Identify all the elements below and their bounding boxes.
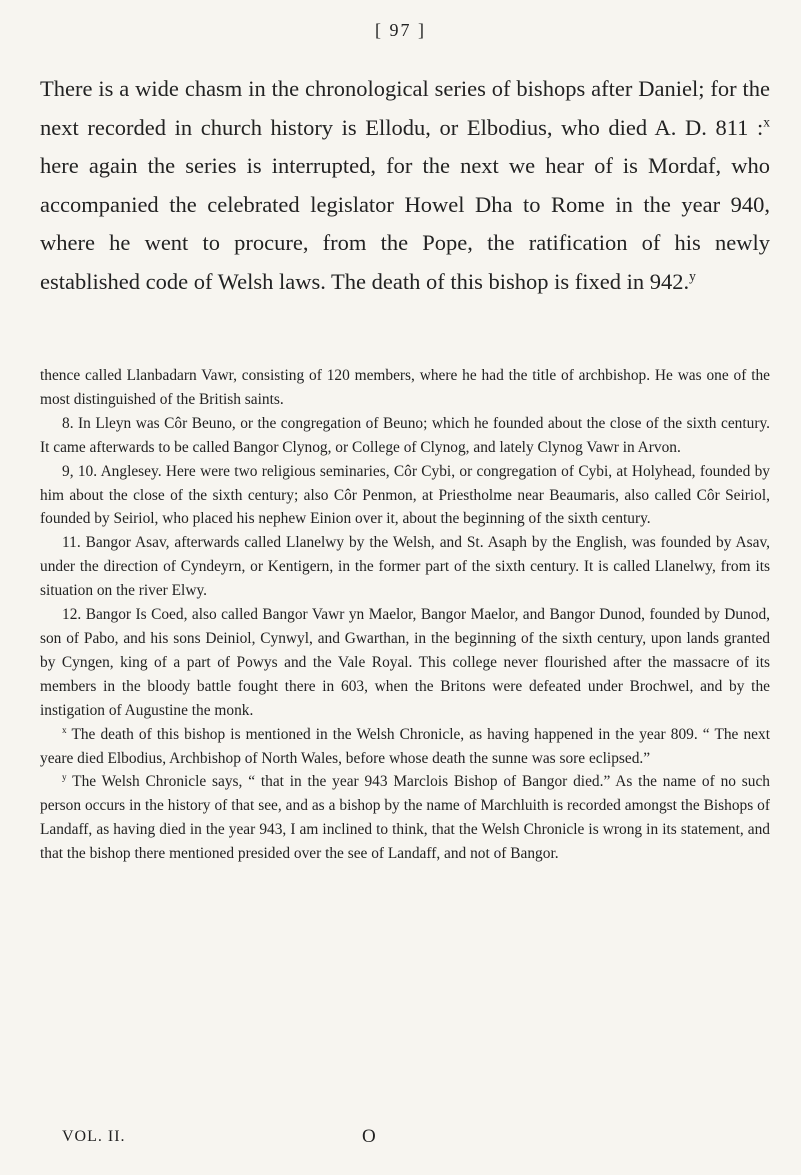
footnote-y bbox=[40, 770, 770, 866]
footnote-x-text: The death of this bishop is mentioned in the Welsh Chronicle, as having happened in the year 809. “ The next yeare died Elbodius, Archbishop of North Wales, before whose death the sunne was sore eclipsed.” bbox=[40, 725, 770, 767]
note-continued: thence called Llanbadarn Vawr, consisting of 120 members, where he had the title of archbishop. He was one of the most distinguished of the British saints. bbox=[40, 367, 770, 408]
footnote-ref-x: x bbox=[763, 114, 770, 130]
main-text-part-1: There is a wide chasm in the chronological series of bishops after Daniel; for the next recorded in church history is Ellodu, or Elbodius, who died A. D. 811 : bbox=[40, 76, 770, 140]
main-paragraph bbox=[40, 70, 770, 302]
footnote-ref-y: y bbox=[689, 268, 696, 284]
signature-mark: O bbox=[362, 1126, 376, 1147]
note-8: 8. In Lleyn was Côr Beuno, or the congregation of Beuno; which he founded about the close of the sixth century. It came afterwards to be called Bangor Clynog, or College of Clynog, and lately Clynog Vawr in Arvon. bbox=[40, 414, 770, 456]
footnote-y-text: The Welsh Chronicle says, “ that in the year 943 Marclois Bishop of Bangor died.” As the name of no such person occurs in the history of that see, and as a bishop by the name of Marchluith is recorded amongst the Bishops of Landaff, as having died in the year 943, I am inclined to think, that the Welsh Chronicle is wrong in its statement, and that the bishop there mentioned presided over the see of Landaff, and not of Bangor. bbox=[40, 773, 770, 863]
footnote-x-mark: x bbox=[62, 724, 67, 735]
note-9-10: 9, 10. Anglesey. Here were two religious seminaries, Côr Cybi, or congregation of Cybi, at Holyhead, founded by him about the close of the sixth century; also Côr Penmon, at Priestholme near Beaumaris, also called Côr Seiriol, founded by Seiriol, who placed his nephew Einion over it, about the beginning of the sixth century. bbox=[40, 462, 770, 528]
footnotes bbox=[40, 364, 770, 866]
footnote-y-mark: y bbox=[62, 772, 67, 783]
note-12: 12. Bangor Is Coed, also called Bangor Vawr yn Maelor, Bangor Maelor, and Bangor Dunod, founded by Dunod, son of Pabo, and his sons Deiniol, Cynwyl, and Gwarthan, in the beginning of the sixth century, upon lands granted by Cyngen, king of a part of Powys and the Vale Royal. This college never flourished after the massacre of its members in the bloody battle fought there in 603, when the Britons were defeated under Brochwel, and by the instigation of Augustine the monk. bbox=[40, 606, 770, 719]
note-11: 11. Bangor Asav, afterwards called Llanelwy by the Welsh, and St. Asaph by the English, was founded by Asav, under the direction of Cyndeyrn, or Kentigern, in the former part of the sixth century. It is called Llanelwy, from its situation on the river Elwy. bbox=[40, 534, 770, 600]
main-text-part-2: here again the series is interrupted, for the next we hear of is Mordaf, who accompanied the celebrated legislator Howel Dha to Rome in the year 940, where he went to procure, from the Pope, the ratification of his newly established code of Welsh laws. The death of this bishop is fixed in 942. bbox=[40, 153, 770, 294]
footnote-x bbox=[40, 723, 770, 771]
page-number: [ 97 ] bbox=[375, 20, 426, 40]
main-text-body bbox=[40, 70, 770, 302]
volume-label: VOL. II. bbox=[62, 1128, 126, 1145]
